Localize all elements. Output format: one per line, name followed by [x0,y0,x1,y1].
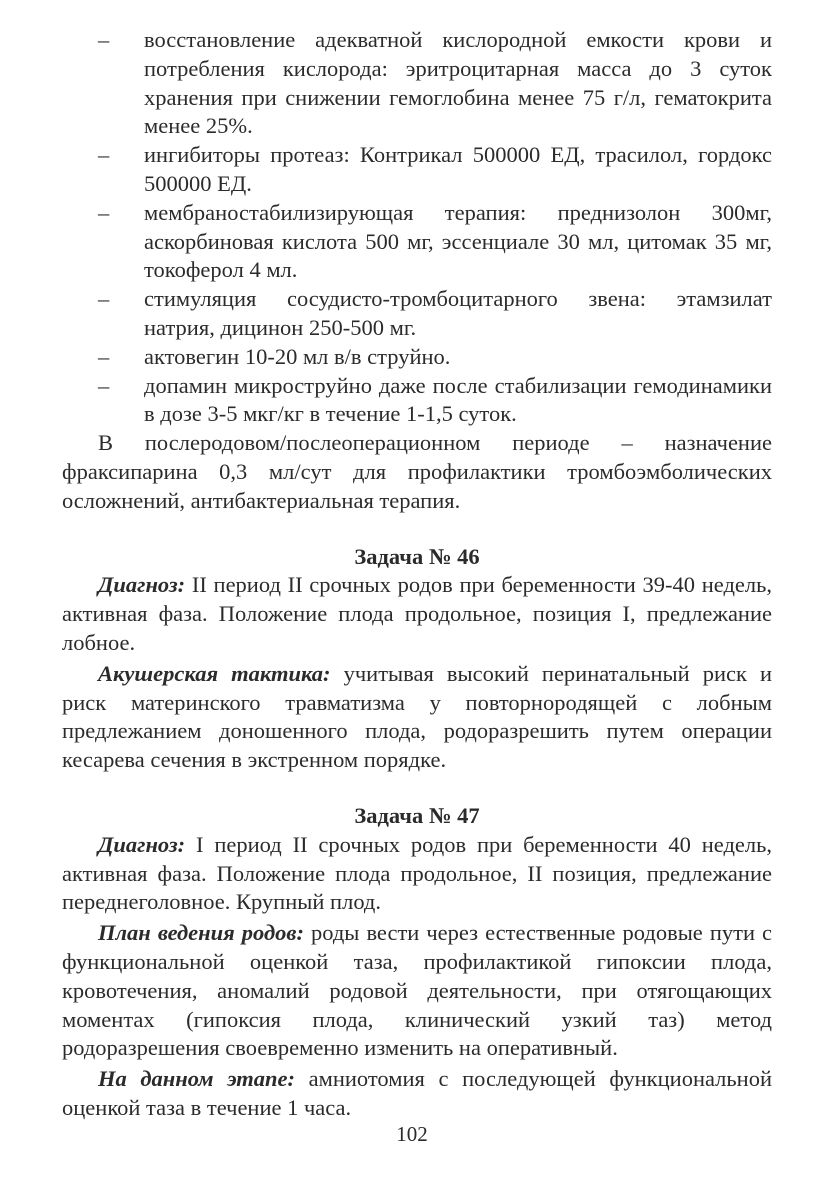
list-marker: – [98,286,110,312]
page-number: 102 [396,1122,428,1146]
task-47-plan [62,919,772,1063]
diagnosis-text: I период II срочных родов при беременности 40 недель, активная фаза. Положение плода продольное, II позиция, предлежание переднеголовное. Крупный плод. [62,831,772,915]
diagnosis-label: Диагноз: [98,831,186,857]
list-marker: – [98,27,110,52]
list-item [62,285,772,343]
task-47-diagnosis [62,831,772,917]
list-item-text: стимуляция сосудисто-тромбоцитарного звена: этамзилат натрия, дицинон 250-500 мг. [144,286,772,340]
plan-text: роды вести через естественные родовые пути с функциональной оценкой таза, профилактикой гипоксии плода, кровотечения, аномалий родовой деятельности, при отягощающих моментах (гипоксия плода, клинический узкий таз) метод родоразрешения своевременно изменить на оперативный. [62,920,773,1061]
list-item [62,26,772,141]
tactics-text: учитывая высокий перинатальный риск и риск материнского травматизма у повторнородящей с лобным предлежанием доношенного плода, родоразрешить путем операции кесарева сечения в экстренном порядке. [62,660,772,773]
tactics-label: Акушерская тактика: [98,660,331,686]
diagnosis-label: Диагноз: [98,572,186,598]
postpartum-paragraph: В послеродовом/послеоперационном периоде – назначение фраксипарина 0,3 мл/сут для профилактики тромбоэмболических осложнений, антибактериальная терапия. [62,430,772,513]
list-item-text: актовегин 10-20 мл в/в струйно. [144,343,451,369]
list-marker: – [98,343,110,369]
diagnosis-text: II период II срочных родов при беременности 39-40 недель, активная фаза. Положение плода продольное, позиция I, предлежание лобное. [62,572,772,655]
list-item-text: ингибиторы протеаз: Контрикал 500000 ЕД, трасилол, гордокс 500000 ЕД. [144,142,772,196]
stage-text: амниотомия с последующей функциональной оценкой таза в течение 1 часа. [62,1066,772,1120]
therapy-list [62,26,772,429]
task-46-tactics [62,660,772,775]
list-item-text: допамин микроструйно даже после стабилизации гемодинамики в дозе 3-5 мкг/кг в течение 1-1,5 суток. [144,372,772,427]
list-marker: – [98,142,110,168]
list-item [62,372,772,430]
list-item-text: мембраностабилизирующая терапия: преднизолон 300мг, аскорбиновая кислота 500 мг, эссенциале 30 мл, цитомак 35 мг, токоферол 4 мл. [144,199,772,283]
list-marker: – [98,372,110,398]
list-item [62,343,772,372]
task-46-diagnosis [62,571,772,657]
list-marker: – [98,199,110,225]
stage-label: На данном этапе: [98,1066,295,1092]
task-47-heading: Задача № 47 [354,802,480,828]
task-47-stage [62,1065,772,1123]
task-46-heading: Задача № 46 [354,543,480,569]
page-content [62,26,772,1123]
list-item [62,141,772,199]
plan-label: План ведения родов: [98,920,304,946]
list-item [62,199,772,285]
list-item-text: восстановление адекватной кислородной емкости крови и потребления кислорода: эритроцитарная масса до 3 суток хранения при снижении гемоглобина менее 75 г/л, гематокрита менее 25%. [144,27,772,139]
